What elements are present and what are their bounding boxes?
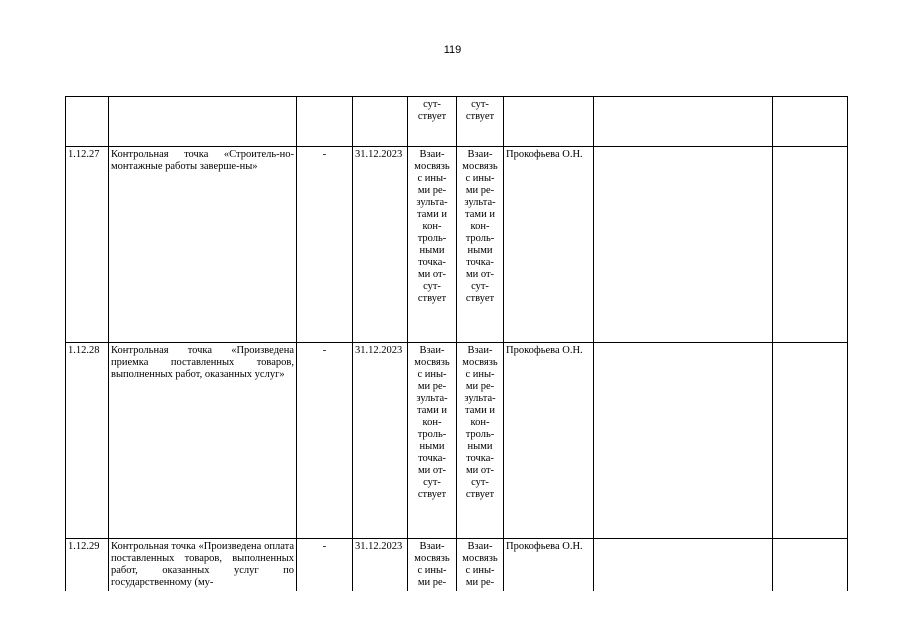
- cell-empty-1: [594, 147, 773, 343]
- cell-num: 1.12.28: [66, 343, 109, 539]
- cell-dash: -: [297, 147, 353, 343]
- cell-empty-2: [773, 147, 848, 343]
- cell-empty-1: [594, 97, 773, 147]
- cell-empty-1: [594, 343, 773, 539]
- cell-num: 1.12.27: [66, 147, 109, 343]
- cell-name: Контрольная точка «Произведена оплата поставленных товаров, выполненных работ, оказанных услуг по государственному (му-: [109, 539, 297, 592]
- cell-relation-2: Взаи- мосвязь с ины- ми ре-: [457, 539, 504, 592]
- cell-num: 1.12.29: [66, 539, 109, 592]
- cell-relation-2: сут- ствует: [457, 97, 504, 147]
- cell-empty-2: [773, 97, 848, 147]
- cell-name: Контрольная точка «Строитель-но-монтажные работы заверше-ны»: [109, 147, 297, 343]
- register-table: [65, 96, 848, 591]
- cell-name: [109, 97, 297, 147]
- cell-relation-2: Взаи- мосвязь с ины- ми ре- зульта- тами и кон- троль- ными точка- ми от- сут- ствует: [457, 343, 504, 539]
- table-viewport: [65, 96, 865, 591]
- table-row: [66, 539, 848, 592]
- table-row: [66, 147, 848, 343]
- table-row: [66, 343, 848, 539]
- cell-name: Контрольная точка «Произведена приемка поставленных товаров, выполненных работ, оказанных услуг»: [109, 343, 297, 539]
- cell-date: 31.12.2023: [353, 343, 408, 539]
- cell-relation-1: Взаи- мосвязь с ины- ми ре- зульта- тами и кон- троль- ными точка- ми от- сут- ствует: [408, 147, 457, 343]
- cell-relation-1: Взаи- мосвязь с ины- ми ре-: [408, 539, 457, 592]
- cell-responsible: Прокофьева О.Н.: [504, 539, 594, 592]
- cell-dash: [297, 97, 353, 147]
- cell-relation-2: Взаи- мосвязь с ины- ми ре- зульта- тами и кон- троль- ными точка- ми от- сут- ствует: [457, 147, 504, 343]
- cell-empty-2: [773, 539, 848, 592]
- cell-responsible: Прокофьева О.Н.: [504, 343, 594, 539]
- cell-relation-1: Взаи- мосвязь с ины- ми ре- зульта- тами и кон- троль- ными точка- ми от- сут- ствует: [408, 343, 457, 539]
- cell-empty-1: [594, 539, 773, 592]
- cell-responsible: Прокофьева О.Н.: [504, 147, 594, 343]
- table-row-continued: [66, 97, 848, 147]
- cell-relation-1: сут- ствует: [408, 97, 457, 147]
- cell-date: [353, 97, 408, 147]
- page-number: 119: [443, 44, 462, 56]
- cell-dash: -: [297, 343, 353, 539]
- cell-responsible: [504, 97, 594, 147]
- cell-num: [66, 97, 109, 147]
- cell-empty-2: [773, 343, 848, 539]
- cell-date: 31.12.2023: [353, 147, 408, 343]
- cell-date: 31.12.2023: [353, 539, 408, 592]
- cell-dash: -: [297, 539, 353, 592]
